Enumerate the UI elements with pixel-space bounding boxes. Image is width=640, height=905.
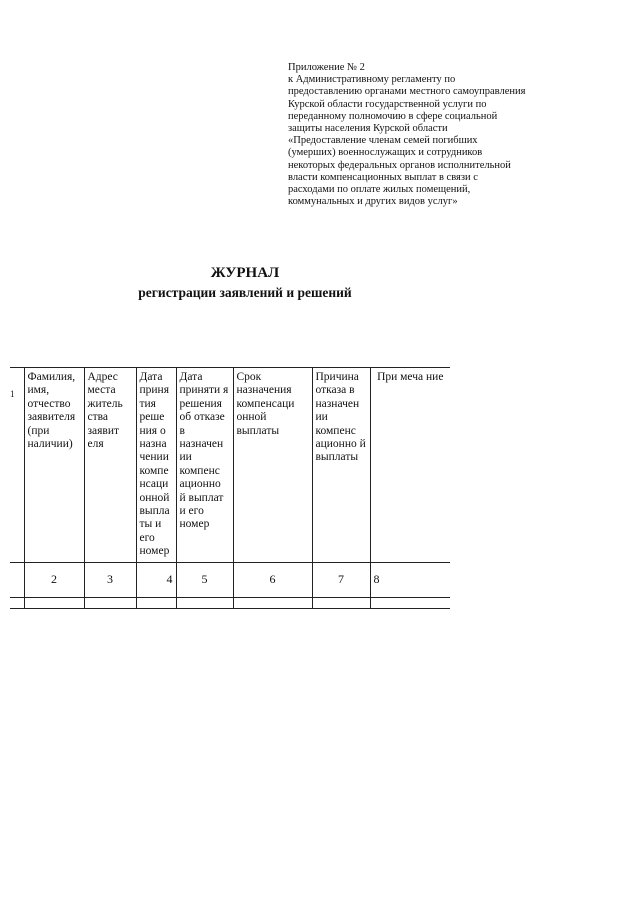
appendix-line: к Административному регламенту по bbox=[288, 74, 456, 86]
appendix-line: (умерших) военнослужащих и сотрудников bbox=[288, 147, 483, 159]
table-empty-cell bbox=[10, 597, 24, 608]
table-header-cell: Дата приняти я решения об отказе в назначен ии компенс ационно й выплат и его номер bbox=[176, 368, 233, 563]
registration-table bbox=[10, 367, 450, 609]
appendix-line: коммунальных и других видов услуг» bbox=[288, 196, 458, 208]
appendix-line: Курской области государственной услуги по bbox=[288, 98, 487, 110]
journal-title: ЖУРНАЛ bbox=[210, 265, 280, 281]
appendix-line: Приложение № 2 bbox=[288, 62, 365, 73]
table-empty-cell bbox=[312, 597, 370, 608]
table-number-cell: 5 bbox=[176, 562, 233, 597]
table-number-row bbox=[10, 562, 450, 597]
appendix-line: защиты населения Курской области bbox=[288, 123, 448, 135]
table-empty-row bbox=[10, 597, 450, 608]
table-empty-cell bbox=[136, 597, 176, 608]
table-header-cell: При меча ние bbox=[370, 368, 450, 563]
appendix-line: «Предоставление членам семей погибших bbox=[288, 135, 478, 147]
table-number-cell: 8 bbox=[370, 562, 450, 597]
table-header-cell bbox=[10, 368, 24, 563]
appendix-line: предоставлению органами местного самоуправления bbox=[288, 86, 526, 98]
appendix-line: расходами по оплате жилых помещений, bbox=[288, 184, 471, 196]
table-empty-cell bbox=[233, 597, 312, 608]
table-empty-cell bbox=[24, 597, 84, 608]
table-number-cell: 2 bbox=[24, 562, 84, 597]
table-number-cell bbox=[10, 562, 24, 597]
table-header-cell: Причина отказа в назначен ии компенс ационно й выплаты bbox=[312, 368, 370, 563]
table-number-cell: 7 bbox=[312, 562, 370, 597]
table-number-cell: 4 bbox=[136, 562, 176, 597]
table-empty-cell bbox=[176, 597, 233, 608]
journal-subtitle: регистрации заявлений и решений bbox=[138, 285, 352, 300]
appendix-block bbox=[288, 62, 558, 208]
table-number-cell: 6 bbox=[233, 562, 312, 597]
table-header-cell: Адрес места житель ства заявит еля bbox=[84, 368, 136, 563]
appendix-line: некоторых федеральных органов исполнительной bbox=[288, 159, 511, 171]
table-number-cell: 3 bbox=[84, 562, 136, 597]
table-header-row bbox=[10, 368, 450, 563]
first-column-marker: 1 bbox=[10, 389, 15, 399]
table-empty-cell bbox=[84, 597, 136, 608]
table-header-cell: Срок назначения компенсаци онной выплаты bbox=[233, 368, 312, 563]
appendix-line: переданному полномочию в сфере социальной bbox=[288, 110, 498, 122]
table-header-cell: Фамилия, имя, отчество заявителя (при наличии) bbox=[24, 368, 84, 563]
table-header-cell: Дата приня тия реше ния о назна чении компе нсаци онной выпла ты и его номер bbox=[136, 368, 176, 563]
appendix-line: власти компенсационных выплат в связи с bbox=[288, 171, 478, 183]
table-empty-cell bbox=[370, 597, 450, 608]
